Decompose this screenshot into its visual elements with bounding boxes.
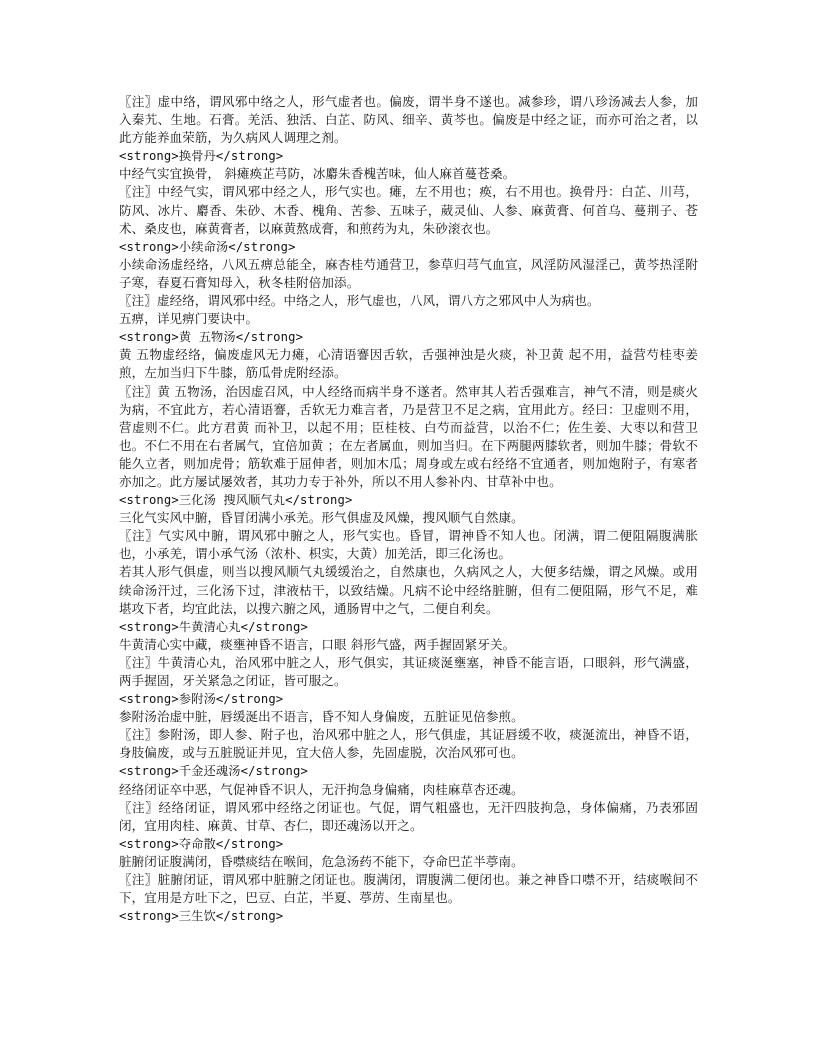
text-paragraph: 五痹，详见痹门要诀中。 bbox=[119, 311, 259, 327]
verse-paragraph: 牛黄清心实中藏，痰壅神昏不语言，口眼 斜形气盛，两手握固紧牙关。 bbox=[119, 636, 516, 652]
verse-paragraph: 参附汤治虚中脏，唇缓涎出不语言，昏不知人身偏废，五脏证见倍参煎。 bbox=[119, 709, 524, 725]
formula-heading: <strong>牛黄清心丸</strong> bbox=[119, 619, 308, 634]
formula-heading: <strong>千金还魂汤</strong> bbox=[119, 764, 308, 779]
note-paragraph: 〖注〗脏腑闭证，谓风邪中脏腑之闭证也。腹满闭，谓腹满二便闭也。兼之神昏口噤不开，结痰喉间不下，宜用是方吐下之，巴豆、白芷，半夏、葶苈、生南星也。 bbox=[119, 872, 698, 906]
formula-heading: <strong>三化汤 搜风顺气丸</strong> bbox=[119, 493, 353, 508]
formula-heading: <strong>换骨丹</strong> bbox=[119, 149, 284, 164]
note-paragraph: 〖注〗参附汤，即人参、附子也，治风邪中脏之人，形气俱虚，其证唇缓不收，痰涎流出，神昏不语，身肢偏废，或与五脏脱证并见，宜大倍人参，先固虚脱，次治风邪可也。 bbox=[119, 727, 698, 761]
note-paragraph: 〖注〗气实风中腑，谓风邪中腑之人，形气实也。昏冒，谓神昏不知人也。闭满，谓二便阻隔腹满胀也，小承羌，谓小承气汤（浓朴、枳实，大黄）加羌活，即三化汤也。 bbox=[119, 528, 698, 562]
verse-paragraph: 脏腑闭证腹满闭，昏噤痰结在喉间，危急汤药不能下，夺命巴芷半葶南。 bbox=[119, 853, 524, 869]
verse-paragraph: 经络闭证卒中恶，气促神昏不识人，无汗拘急身偏痛，肉桂麻草杏还魂。 bbox=[119, 781, 524, 797]
note-paragraph: 〖注〗经络闭证，谓风邪中经络之闭证也。气促，谓气粗盛也，无汗四肢拘急，身体偏痛，乃表邪固闭，宜用肉桂、麻黄、甘草、杏仁，即还魂汤以开之。 bbox=[119, 799, 698, 833]
note-paragraph: 〖注〗中经气实，谓风邪中经之人，形气实也。瘫，左不用也；痪，右不用也。换骨丹：白芷、川芎，防风、冰片、麝香、朱砂、木香、槐角、苦参、五味子，葳灵仙、人参、麻黄膏、何首乌、蔓荆子、苍术、桑皮也，麻黄膏者，以麻黄熬成膏，和煎药为丸，朱砂滚衣也。 bbox=[119, 184, 698, 236]
note-paragraph: 〖注〗虚中络，谓风邪中络之人，形气虚者也。偏废，谓半身不遂也。减参珍，谓八珍汤减去人参，加入秦艽、生地。石膏。羌活、独活、白芷、防风、细辛、黄芩也。偏废是中经之证，而亦可治之者，以此方能养血荣筋，为久病风人调理之剂。 bbox=[119, 94, 698, 146]
verse-paragraph: 三化气实风中腑，昏冒闭满小承羌。形气俱虚及风燥，搜风顺气自然康。 bbox=[119, 510, 524, 526]
formula-heading: <strong>黄 五物汤</strong> bbox=[119, 330, 304, 345]
verse-paragraph: 黄 五物虚经络，偏废虚风无力瘫，心清语謇因舌软，舌强神浊是火痰，补卫黄 起不用，益营芍桂枣姜煎，左加当归下牛膝，筋瓜骨虎附经添。 bbox=[119, 347, 698, 381]
formula-heading: <strong>参附汤</strong> bbox=[119, 692, 284, 707]
note-paragraph: 〖注〗黄 五物汤，治因虚召风，中人经络而病半身不遂者。然审其人若舌强难言，神气不清，则是痰火为病，不宜此方，若心清语謇，舌软无力难言者，乃是营卫不足之病，宜用此方。经曰：卫虚则不用，营虚则不仁。此方君黄 而补卫，以起不用；臣桂枝、白芍而益营，以治不仁；佐生姜、大枣以和营卫也。不仁不用在右者属气，宜倍加黄 ；在左者属血，则加当归。在下两腿两膝软者，则加牛膝；骨软不能久立者，则加虎骨；筋软难于屈伸者，则加木瓜；周身或左或右经络不宜通者，则加炮附子，有寒者亦加之。此方屡试屡效者，其功力专于补外，所以不用人参补内、甘草补中也。 bbox=[119, 383, 698, 489]
verse-paragraph: 小续命汤虚经络，八风五痹总能全，麻杏桂芍通营卫，参草归芎气血宣，风淫防风湿淫己，黄芩热淫附子寒，春夏石膏知母入，秋冬桂附倍加添。 bbox=[119, 256, 698, 290]
formula-heading: <strong>小续命汤</strong> bbox=[119, 239, 296, 254]
note-paragraph: 〖注〗虚经络，谓风邪中经。中络之人，形气虚也，八风，谓八方之邪风中人为病也。 bbox=[119, 293, 600, 309]
document-page bbox=[119, 93, 698, 925]
verse-paragraph: 中经气实宜换骨， 斜瘫痪芷芎防，冰麝朱香槐苦味，仙人麻首蔓苍桑。 bbox=[119, 166, 516, 182]
text-paragraph: 若其人形气俱虚，则当以搜风顺气丸缓缓治之，自然康也，久病风之人，大便多结燥，谓之风燥。或用续命汤汗过，三化汤下过，津液枯干，以致结燥。凡病不论中经络脏腑，但有二便阻隔，形气不足，难堪攻下者，均宜此法，以搜六腑之风，通肠胃中之气，二便自利矣。 bbox=[119, 564, 698, 616]
note-paragraph: 〖注〗牛黄清心丸，治风邪中脏之人，形气俱实，其证痰涎壅塞，神昏不能言语，口眼斜，形气满盛，两手握固，牙关紧急之闭证，皆可服之。 bbox=[119, 654, 698, 688]
formula-heading: <strong>三生饮</strong> bbox=[119, 909, 284, 924]
formula-heading: <strong>夺命散</strong> bbox=[119, 836, 284, 851]
